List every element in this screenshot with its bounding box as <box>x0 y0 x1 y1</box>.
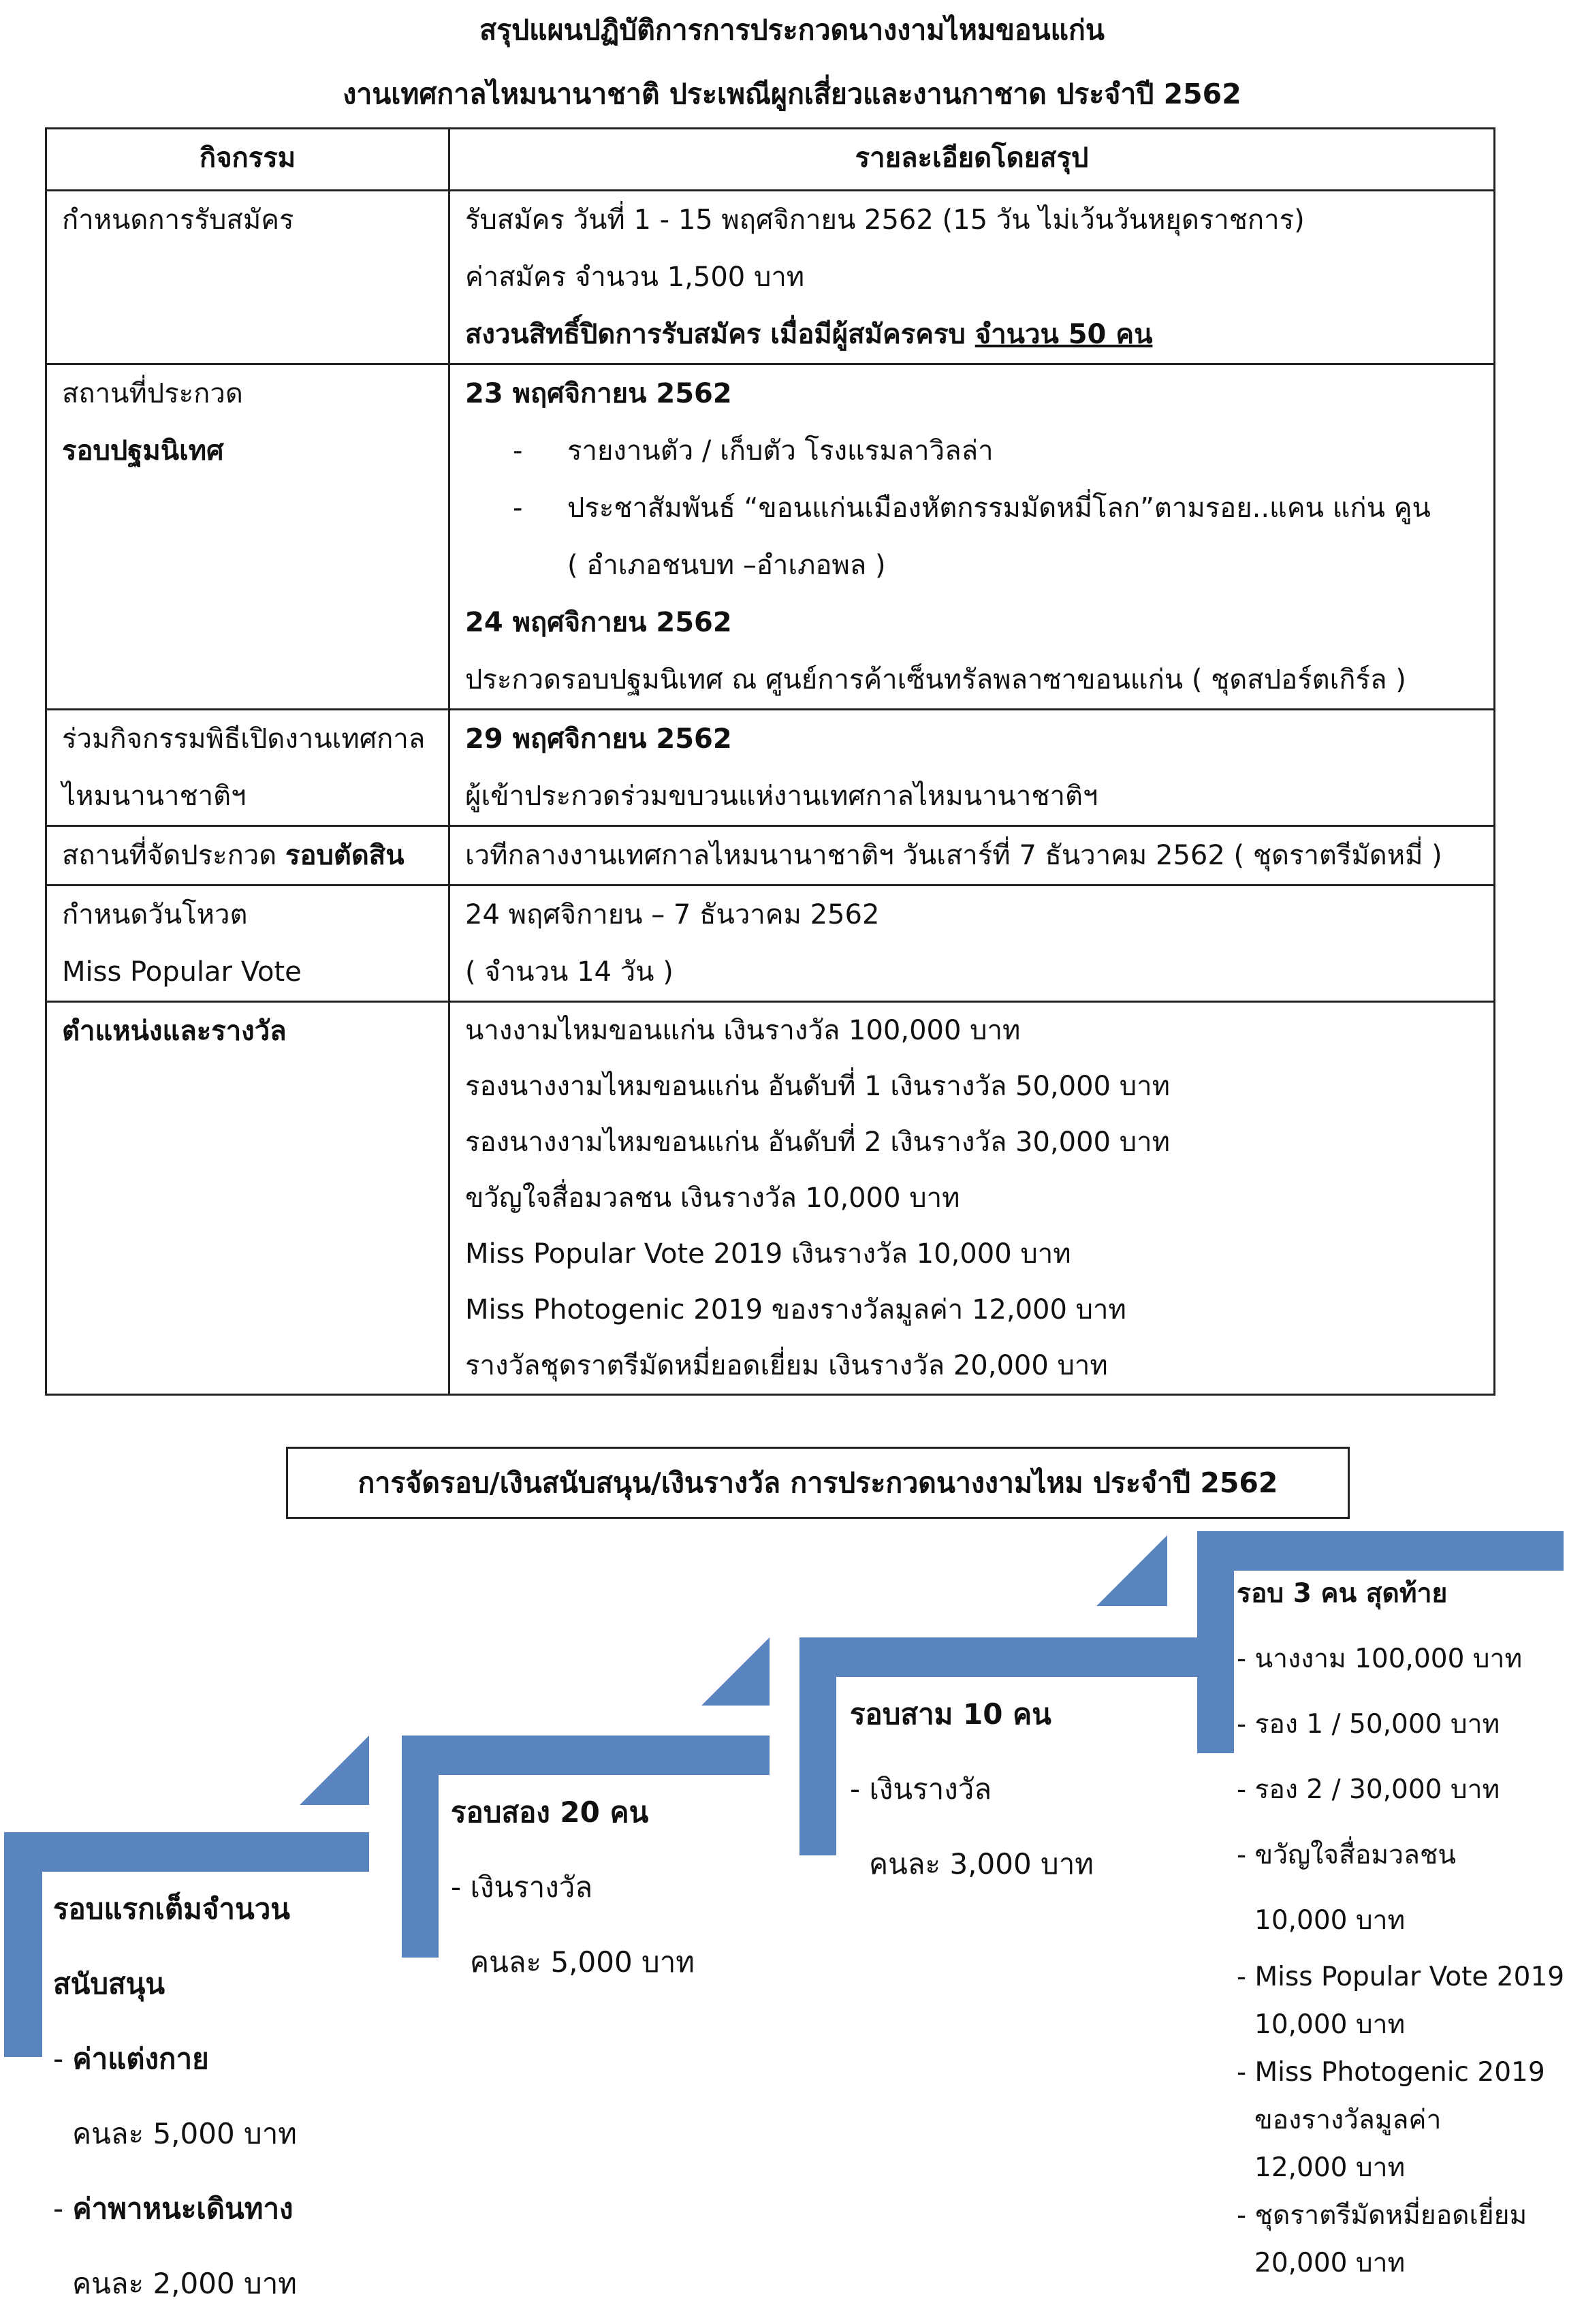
orientation-bullet-2-text: ประชาสัมพันธ์ “ขอนแก่นเมืองหัตกรรมมัดหมี่โลก”ตามรอย..แคน แก่น คูน <box>567 492 1431 524</box>
table-row-registration <box>46 191 1495 364</box>
prize-item: Miss Photogenic 2019 ของรางวัลมูลค่า 12,000 บาท <box>465 1294 1126 1325</box>
stage4-item: - ขวัญใจสื่อมวลชน <box>1237 1840 1457 1870</box>
stage2-bar-top <box>402 1736 770 1775</box>
flow-title: การจัดรอบ/เงินสนับสนุน/เงินรางวัล การประกวดนางงามไหม ประจำปี 2562 <box>286 1447 1350 1519</box>
bullet-dash: - <box>513 435 523 467</box>
registration-label: กำหนดการรับสมัคร <box>62 204 294 236</box>
stage1-item-1-label: ค่าแต่งกาย <box>72 2042 209 2075</box>
stage4-item: 12,000 บาท <box>1254 2152 1406 2183</box>
plan-table <box>45 127 1495 1396</box>
prize-item: Miss Popular Vote 2019 เงินรางวัล 10,000 บาท <box>465 1238 1071 1270</box>
stage3-bar-top <box>799 1637 1209 1677</box>
document-title: สรุปแผนปฏิบัติการการประกวดนางงามไหมขอนแก่น <box>479 14 1105 46</box>
table-row-prizes <box>46 1002 1495 1395</box>
vote-label-2: Miss Popular Vote <box>62 956 302 988</box>
opening-label-1: ร่วมกิจกรรมพิธีเปิดงานเทศกาล <box>62 723 426 755</box>
orientation-bullet-1-text: รายงานตัว / เก็บตัว โรงแรมลาวิลล่า <box>567 435 994 467</box>
prize-item: รองนางงามไหมขอนแก่น อันดับที่ 2 เงินรางวัล 30,000 บาท <box>465 1127 1170 1158</box>
stage4-text <box>1237 1561 1564 2287</box>
prizes-label: ตำแหน่งและรางวัล <box>62 1016 287 1047</box>
stage2-heading: รอบสอง 20 คน <box>451 1795 649 1829</box>
registration-limit-count: จำนวน 50 คน <box>975 319 1153 350</box>
orientation-detail-2: ประกวดรอบปฐมนิเทศ ณ ศูนย์การค้าเซ็นทรัลพลาซาขอนแก่น ( ชุดสปอร์ตเกิร์ล ) <box>465 664 1406 695</box>
registration-limit <box>465 306 1478 363</box>
stage4-item: - ชุดราตรีมัดหมี่ยอดเยี่ยม <box>1237 2200 1527 2231</box>
table-header-row <box>46 129 1495 191</box>
vote-label-1: กำหนดวันโหวต <box>62 899 248 930</box>
stage1-item-1 <box>53 2022 297 2097</box>
stage2-bar-side <box>402 1736 439 1958</box>
orientation-date-1: 23 พฤศจิกายน 2562 <box>465 378 732 409</box>
stage4-item: - รอง 1 / 50,000 บาท <box>1237 1709 1500 1740</box>
prize-item: รองนางงามไหมขอนแก่น อันดับที่ 1 เงินรางวัล 50,000 บาท <box>465 1071 1170 1102</box>
orientation-round-label: รอบปฐมนิเทศ <box>62 435 224 467</box>
prize-item: นางงามไหมขอนแก่น เงินรางวัล 100,000 บาท <box>465 1015 1021 1046</box>
orientation-date-2: 24 พฤศจิกายน 2562 <box>465 607 732 638</box>
stage4-heading: รอบ 3 คน สุดท้าย <box>1237 1578 1448 1609</box>
orientation-label: สถานที่ประกวด <box>62 378 243 409</box>
stage1-bar-side <box>4 1832 42 2057</box>
orientation-bullet-2 <box>465 480 1478 537</box>
stage4-item: 10,000 บาท <box>1254 2009 1406 2040</box>
stage1-item-2-amount: คนละ 2,000 บาท <box>72 2267 297 2300</box>
stage1-item-1-amount: คนละ 5,000 บาท <box>72 2117 297 2150</box>
stage1-bar-top <box>4 1832 369 1872</box>
vote-duration: ( จำนวน 14 วัน ) <box>465 956 674 988</box>
stage3-text <box>850 1677 1094 1902</box>
table-row-vote <box>46 885 1495 1002</box>
stage4-item: - Miss Photogenic 2019 <box>1237 2057 1545 2088</box>
stage3-item: - เงินรางวัล <box>850 1772 992 1806</box>
stage2-step-triangle <box>701 1637 770 1706</box>
stage4-item: ของรางวัลมูลค่า <box>1254 2105 1442 2135</box>
opening-date: 29 พฤศจิกายน 2562 <box>465 723 732 755</box>
stage1-text <box>53 1872 297 2321</box>
stage1-heading-2: สนับสนุน <box>53 1967 165 2000</box>
table-row-opening <box>46 710 1495 826</box>
stage4-item: - รอง 2 / 30,000 บาท <box>1237 1774 1500 1805</box>
stage4-item: 20,000 บาท <box>1254 2248 1406 2278</box>
prize-item: รางวัลชุดราตรีมัดหมี่ยอดเยี่ยม เงินรางวัล 20,000 บาท <box>465 1350 1108 1381</box>
table-row-final-venue <box>46 826 1495 885</box>
stage3-heading: รอบสาม 10 คน <box>850 1697 1051 1731</box>
bullet-dash: - <box>513 492 523 524</box>
stage4-item: - นางงาม 100,000 บาท <box>1237 1644 1523 1674</box>
orientation-bullet-1 <box>465 422 1478 480</box>
stage1-item-2-dash: - <box>53 2192 73 2225</box>
registration-limit-text: สงวนสิทธิ์ปิดการรับสมัคร เมื่อมีผู้สมัครครบ <box>465 319 975 350</box>
stage4-item: 10,000 บาท <box>1254 1905 1406 1936</box>
stage1-heading: รอบแรกเต็มจำนวน <box>53 1892 291 1926</box>
final-venue-label <box>62 827 433 884</box>
final-round-label: รอบตัดสิน <box>285 840 405 871</box>
opening-label-2: ไหมนานาชาติฯ <box>62 781 247 812</box>
final-venue-label-text: สถานที่จัดประกวด <box>62 840 285 871</box>
stage1-item-2-label: ค่าพาหนะเดินทาง <box>72 2192 294 2225</box>
header-details: รายละเอียดโดยสรุป <box>449 129 1495 191</box>
header-activity: กิจกรรม <box>46 129 449 191</box>
opening-detail: ผู้เข้าประกวดร่วมขบวนแห่งานเทศกาลไหมนานาชาติฯ <box>465 781 1098 812</box>
stage2-item: - เงินรางวัล <box>451 1870 593 1904</box>
stage1-item-1-dash: - <box>53 2042 73 2075</box>
stage2-text <box>451 1775 695 2000</box>
stage4-item: - Miss Popular Vote 2019 <box>1237 1962 1565 1992</box>
document-subtitle: งานเทศกาลไหมนานาชาติ ประเพณีผูกเสี่ยวและงานกาชาด ประจำปี 2562 <box>343 78 1241 110</box>
stage2-amount: คนละ 5,000 บาท <box>470 1945 695 1979</box>
stage1-step-triangle <box>300 1736 369 1805</box>
stage3-bar-side <box>799 1637 836 1855</box>
final-venue-detail: เวทีกลางงานเทศกาลไหมนานาชาติฯ วันเสาร์ที่ 7 ธันวาคม 2562 ( ชุดราตรีมัดหมี่ ) <box>465 840 1442 871</box>
stage3-amount: คนละ 3,000 บาท <box>869 1847 1094 1881</box>
stage4-bar-side <box>1197 1531 1234 1753</box>
registration-fee: ค่าสมัคร จำนวน 1,500 บาท <box>465 262 805 293</box>
stage1-item-2 <box>53 2171 297 2246</box>
registration-dates: รับสมัคร วันที่ 1 - 15 พฤศจิกายน 2562 (15 วัน ไม่เว้นวันหยุดราชการ) <box>465 204 1305 236</box>
table-row-orientation <box>46 364 1495 710</box>
orientation-bullet-2-cont: ( อำเภอชนบท –อำเภอพล ) <box>567 550 886 581</box>
vote-dates: 24 พฤศจิกายน – 7 ธันวาคม 2562 <box>465 899 880 930</box>
prize-item: ขวัญใจสื่อมวลชน เงินรางวัล 10,000 บาท <box>465 1182 960 1214</box>
stage3-step-triangle <box>1096 1535 1167 1606</box>
